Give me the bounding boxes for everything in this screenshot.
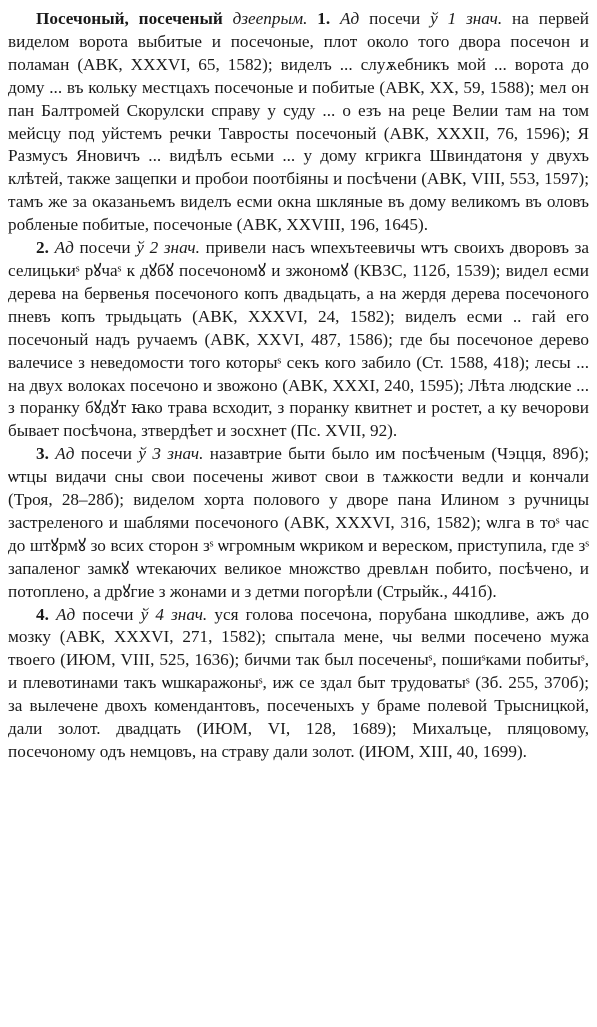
sense-ref-meaning: ў 2 знач. [136, 238, 200, 258]
sense-ref-prefix: Ад [55, 444, 75, 464]
sense-ref-verb: посечи [79, 238, 131, 258]
entry-lemma: Посечоный, посеченый [36, 9, 223, 28]
sense-1 [8, 8, 589, 237]
sense-ref-verb: посечи [369, 9, 421, 28]
sense-ref-verb: посечи [80, 444, 132, 464]
sense-3 [8, 443, 589, 603]
sense-number: 3. [36, 444, 49, 464]
sense-2 [8, 237, 589, 443]
sense-ref-prefix: Ад [340, 9, 360, 28]
sense-ref-prefix: Ад [56, 604, 76, 624]
sense-ref-meaning: ў 1 знач. [430, 9, 503, 28]
sense-text: уся голова посечона, порубана шкодливе, ажъ до мозку (АВК, XXXVI, 271, 1582); спытала мене, чы велми посечено мужа твоего (ИЮМ, VIII, 525, 1636); бичми так был посеченыˢ, пошиˢками побитыˢ, и плевотинами такъ ѡшкаражоныˢ, иж се здал быт трудоватыˢ (Зб. 255, 370б); за вылечене двохъ комендантовъ, посеченыхъ у браме полевой Трысницкой, дали золот. двадцать (ИЮМ, VI, 128, 1689); Михалъце, пляцовому, посечоному одъ немцовъ, на страву дали золот. (ИЮМ, XIII, 40, 1699). [8, 604, 590, 761]
sense-text: на первей виделом ворота выбитые и посечоные, плот около того двора посечон и поламан (АВК, XXXVI, 65, 1582); виделъ ... слуѫебникъ мой ... ворота до дому ... въ кольку местцахъ посечоные и побитые (АВК, XX, 59, 1588); мел он пан Балтромей Скорулски справу у суду ... о езъ на реце Велии там на том мейсцу под уйстемъ речки Тавросты посечоный (АВК, XXXII, 76, 1596); Я Размусъ Яновичъ ... видѣлъ есьми ... у дому кгрикга Швиндатоня у двухъ клѣтей, также защепки и пробои поотбіяны и посѣчени (АВК, VIII, 553, 1597); тамъ же за оказаньемъ виделъ есми окна шкляные въ дому великомъ въ оловъ робленые побитые, посечоные (АВК, XXVIII, 196, 1645). [8, 9, 590, 235]
sense-text: назавтрие быти было им посѣченым (Чэцця, 89б); ѡтцы видачи сны свои посечены живот свои в тѧжкости ведли и кончали (Троя, 28–28б); виделом хорта полового у дворе пана Илином з ручницы застреленого и шаблями посечоного (АВК, XXXVI, 316, 1582); ѡлга в тоˢ час до штꙋрмꙋ зо всих сторон зˢ ѡгромным ѡкриком и вереском, приступила, где зˢ запаленог замкꙋ ѡтекаючих великое множство древлѧн побито, посѣчено, и потоплено, а дрꙋгие з жонами и з детми погорѣли (Стрыйк., 441б). [8, 444, 589, 601]
part-of-speech: дзеепрым. [232, 9, 308, 28]
sense-text: привели насъ ѡпехътеевичы ѡтъ своихъ дворовъ за селицькиˢ рꙋчаˢ к дꙋбꙋ посечономꙋ и зжономꙋ (КВЗС, 112б, 1539); видел есми дерева на бервенья посечоного копъ двадьцать, а на жердя дерева посечоного пневъ копъ трыдьцать (АВК, XXXVI, 24, 1582); виделъ есми .. гай его посечоный надъ ручаемъ (АВК, XXVI, 487, 1586); где бы посечоное дерево валечисе з неведомости того которыˢ секъ кого забило (Ст. 1588, 418); лесы ... на двух волоках посечоно и звожоно (АВК, XXXI, 240, 1595); Лѣта людские ... з поранку бꙋдꙋт ꙗко трава всходит, з поранку квитнет и ростет, а ку вечорови бывает посѣчона, зтвердѣет и зосхнет (Пс. XVII, 92). [8, 238, 590, 441]
sense-ref-verb: посечи [82, 604, 134, 624]
sense-number: 4. [36, 604, 49, 624]
sense-ref-meaning: ў 3 знач. [138, 444, 204, 464]
sense-4 [8, 604, 589, 764]
sense-ref-meaning: ў 4 знач. [140, 604, 208, 624]
sense-number: 2. [36, 238, 49, 258]
sense-number: 1. [317, 9, 331, 28]
sense-ref-prefix: Ад [54, 238, 74, 258]
